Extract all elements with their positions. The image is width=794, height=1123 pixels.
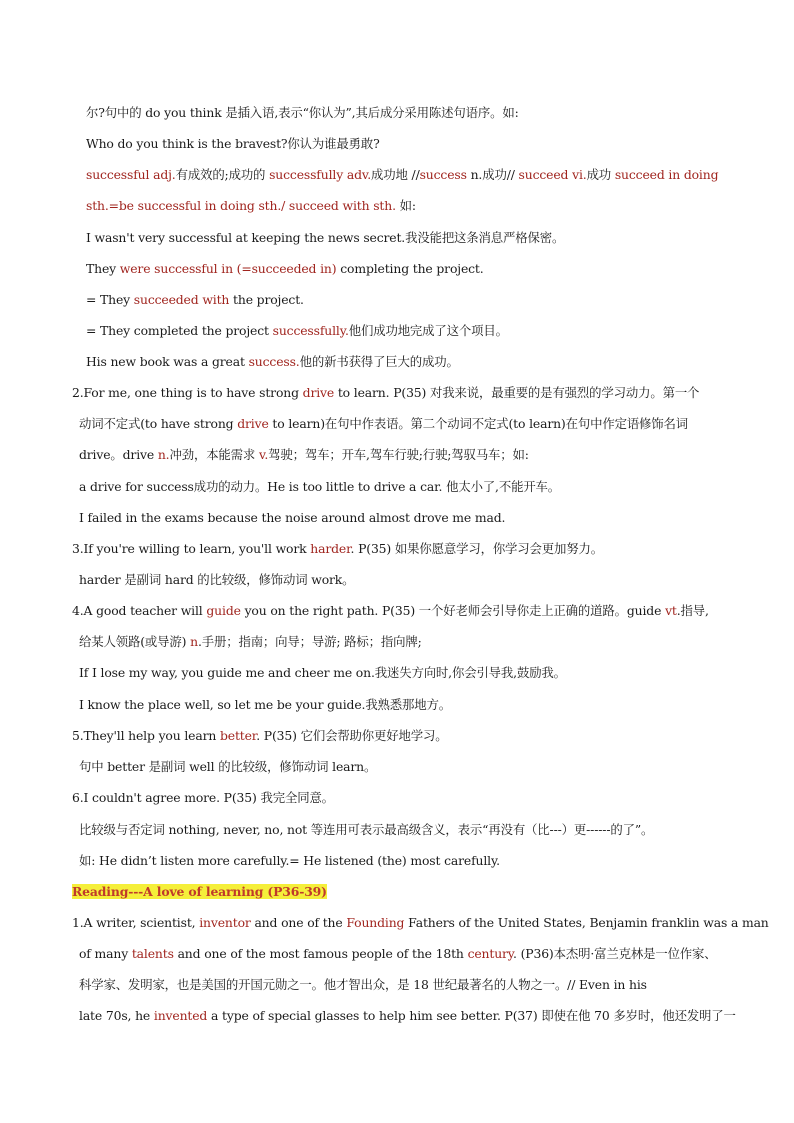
text-segment: n.成功// [466,167,519,182]
text-segment: 4.A good teacher will [72,603,207,618]
text-segment: the project. [229,292,304,307]
text-segment: 1.A writer, scientist, [72,915,200,930]
highlighted-term: Founding [346,915,405,930]
text-segment: They [86,261,120,276]
text-line [72,913,769,933]
text-segment: a drive for success成功的动力。He is too little to drive a car. 他太小了,不能开车。 [79,479,561,494]
highlighted-term: harder [310,541,351,556]
text-segment: 尔?句中的 do you think 是插入语,表示“你认为”,其后成分采用陈述句语序。如: [86,105,519,120]
highlighted-term: sth.=be successful in doing sth./ succeed with sth. [86,198,396,213]
text-line [72,383,699,403]
text-segment: I failed in the exams because the noise around almost drove me mad. [79,510,506,525]
highlighted-term: succeed vi. [518,167,587,182]
text-segment: = They [86,292,134,307]
text-segment: 2.For me, one thing is to have strong [72,385,303,400]
text-line [79,414,688,434]
text-line [79,508,505,528]
text-line [79,944,717,964]
text-segment: a type of special glasses to help him see better. P(37) 即使在他 70 多岁时，他还发明了一 [207,1008,736,1023]
highlighted-term: n [190,634,198,649]
text-segment: 成功地 // [371,167,420,182]
highlighted-term: succeeded with [133,292,230,307]
text-line [86,259,484,279]
text-segment: to learn. P(35) 对我来说，最重要的是有强烈的学习动力。第一个 [334,385,700,400]
text-segment: you on the right path. P(35) 一个好老师会引导你走上正确的道路。guide [240,603,666,618]
text-segment: I know the place well, so let me be your guide.我熟悉那地方。 [79,697,451,712]
text-segment: and one of the [250,915,347,930]
highlighted-term: n. [157,447,170,462]
text-segment: 科学家、发明家，也是美国的开国元勋之一。他才智出众，是 18 世纪最著名的人物之一。// Even in his [79,977,647,992]
text-line [79,1006,736,1026]
highlighted-term: successful adj. [86,167,176,182]
text-segment: If I lose my way, you guide me and cheer me on.我迷失方向时,你会引导我,鼓励我。 [79,665,566,680]
text-line [79,477,560,497]
highlighted-term: talents [131,946,174,961]
section-heading [72,882,327,902]
text-line [86,134,380,154]
text-segment: completing the project. [336,261,484,276]
text-line [86,196,416,216]
text-segment: late 70s, he [79,1008,154,1023]
highlighted-term: inventor [199,915,251,930]
highlighted-term: succeed in doing [614,167,719,182]
text-segment: His new book was a great [86,354,249,369]
text-line [79,975,647,995]
text-segment: . P(35) 它们会帮助你更好地学习。 [256,728,448,743]
text-line [79,663,566,683]
text-line [86,165,718,185]
highlighted-term: v. [258,447,269,462]
highlighted-term: better [219,728,257,743]
text-segment: and one of the most famous people of the 18th [173,946,468,961]
highlighted-term: century [467,946,514,961]
text-line [79,757,376,777]
highlighted-term: were successful in (=succeeded in) [119,261,337,276]
text-segment: 冲劲，本能需求 [169,447,259,462]
text-line [86,290,304,310]
text-line [72,539,603,559]
text-segment: 句中 better 是副词 well 的比较级，修饰动词 learn。 [79,759,377,774]
text-segment: . P(35) 如果你愿意学习，你学习会更加努力。 [350,541,603,556]
text-segment: 驾驶；驾车；开车,驾车行驶;行驶;驾驭马车；如: [268,447,529,462]
text-segment: 给某人领路(或导游) [79,634,191,649]
heading-text: Reading---A love of learning (P36-39) [72,884,327,899]
text-segment: .指导, [676,603,709,618]
text-line [79,570,354,590]
text-line [86,103,519,123]
text-segment: 比较级与否定词 nothing, never, no, not 等连用可表示最高级含义，表示“再没有（比---）更------的了”。 [79,822,654,837]
highlighted-term: vt [665,603,677,618]
text-segment: 如: [395,198,416,213]
text-line [72,726,447,746]
text-line [86,352,459,372]
highlighted-term: guide [206,603,241,618]
text-line [72,788,334,808]
text-segment: .手册；指南；向导；导游; 路标；指向牌; [197,634,422,649]
text-line [79,695,451,715]
text-line [79,851,500,871]
text-segment: = They completed the project [86,323,273,338]
text-line [79,445,529,465]
text-segment: drive。drive [79,447,158,462]
text-segment: 5.They'll help you learn [72,728,220,743]
text-line [86,321,508,341]
text-segment: 动词不定式(to have strong [79,416,238,431]
text-segment: 成功 [586,167,615,182]
highlighted-term: success [419,167,467,182]
text-segment: 如: He didn’t listen more carefully.= He listened (the) most carefully. [79,853,500,868]
highlighted-term: invented [153,1008,208,1023]
highlighted-term: successfully. [272,323,349,338]
text-line [72,601,709,621]
text-segment: Fathers of the United States, Benjamin franklin was a man [404,915,769,930]
highlighted-term: drive [237,416,269,431]
highlighted-term: drive [302,385,335,400]
text-line [79,632,422,652]
text-segment: harder 是副词 hard 的比较级，修饰动词 work。 [79,572,355,587]
text-segment: . (P36)本杰明·富兰克林是一位作家、 [513,946,717,961]
highlighted-term: successfully adv. [269,167,372,182]
text-segment: to learn)在句中作表语。第二个动词不定式(to learn)在句中作定语修饰名词 [268,416,689,431]
highlighted-term: success. [248,354,300,369]
text-segment: 他们成功地完成了这个项目。 [348,323,508,338]
text-segment: 6.I couldn't agree more. P(35) 我完全同意。 [72,790,334,805]
text-segment: I wasn't very successful at keeping the news secret.我没能把这条消息严格保密。 [86,230,565,245]
text-segment: of many [79,946,132,961]
text-segment: 有成效的;成功的 [175,167,270,182]
text-line [86,228,564,248]
text-line [79,820,653,840]
text-segment: 他的新书获得了巨大的成功。 [299,354,459,369]
text-segment: Who do you think is the bravest?你认为谁最勇敢? [86,136,380,151]
text-segment: 3.If you're willing to learn, you'll work [72,541,311,556]
